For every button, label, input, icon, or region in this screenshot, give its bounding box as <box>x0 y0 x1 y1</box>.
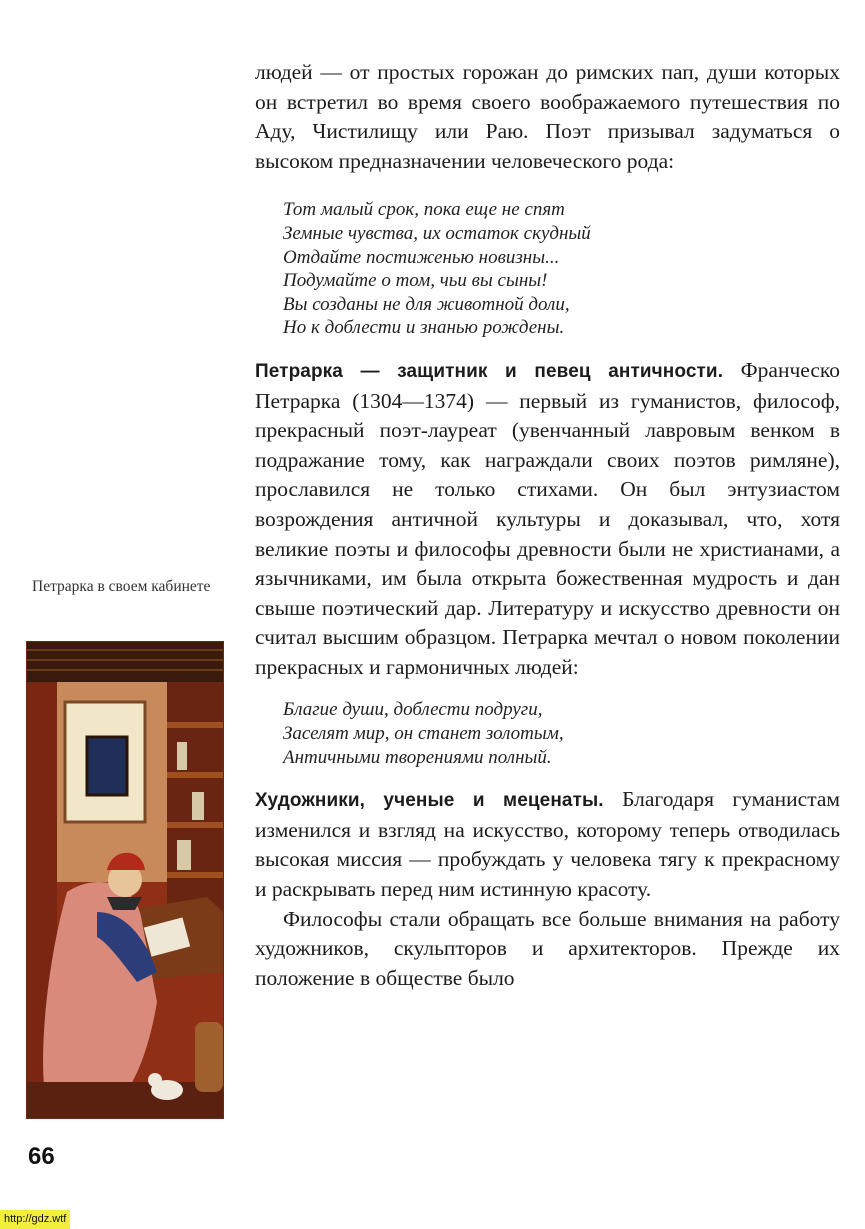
figure-caption: Петрарка в своем кабинете <box>32 578 211 595</box>
source-watermark[interactable]: http://gdz.wtf <box>0 1210 70 1229</box>
section-heading-petrarch: Петрарка — защитник и певец античности. <box>255 360 724 382</box>
poem-line: Отдайте постиженью новизны... <box>283 246 560 268</box>
poem-line: Тот малый срок, пока еще не спят <box>283 199 565 221</box>
poem-line: Земные чувства, их остаток скудный <box>283 222 591 244</box>
poem-line: Античными творениями полный. <box>283 746 552 768</box>
petrarch-paragraph <box>255 356 840 683</box>
poem-line: Благие души, доблести подруги, <box>283 699 543 721</box>
petrarch-study-illustration <box>26 641 224 1119</box>
dante-poem <box>255 198 840 340</box>
intro-paragraph: людей — от простых горожан до римских пап, души которых он встретил во время своего воображаемого путешествия по Аду, Чистилищу или Раю. Поэт призывал задуматься о высоком предназначении человеческого рода: <box>255 60 840 173</box>
artists-text: Благодаря гуманистам изменился и взгляд на искусство, которому теперь отводилась высокая миссия — пробуждать у человека тягу к прекрасному и раскрывать перед ним истинную красоту. <box>255 787 841 902</box>
petrarch-text: Франческо Петрарка (1304—1374) — первый из гуманистов, философ, прекрасный поэт-лауреат (увенчанный лавровым венком в подражание тому, как награждали своих поэтов римляне), прославился не только стихами. Он был энтузиастом возрождения античной культуры и доказывал, что, хотя великие поэты и философы древности были не христианами, а язычниками, им была открыта божественная мудрость и дан свыше поэтический дар. Литературу и искусство древности он считал высшим образцом. Петрарка мечтал о новом поколении прекрасных и гармоничных людей: <box>255 357 840 679</box>
poem-line: Вы созданы не для животной доли, <box>283 293 570 315</box>
poem-line: Заселят мир, он станет золотым, <box>283 723 564 745</box>
philosophers-paragraph: Философы стали обращать все больше внимания на работу художников, скульпторов и архитекторов. Прежде их положение в обществе было <box>255 906 840 990</box>
poem-line: Но к доблести и знанью рождены. <box>283 317 565 339</box>
section-heading-artists: Художники, ученые и меценаты. <box>255 790 604 812</box>
artists-paragraph <box>255 785 840 904</box>
petrarch-poem <box>255 698 840 769</box>
main-text-column <box>255 58 840 993</box>
poem-line: Подумайте о том, чьи вы сыны! <box>283 270 548 292</box>
page-number: 66 <box>28 1143 55 1170</box>
